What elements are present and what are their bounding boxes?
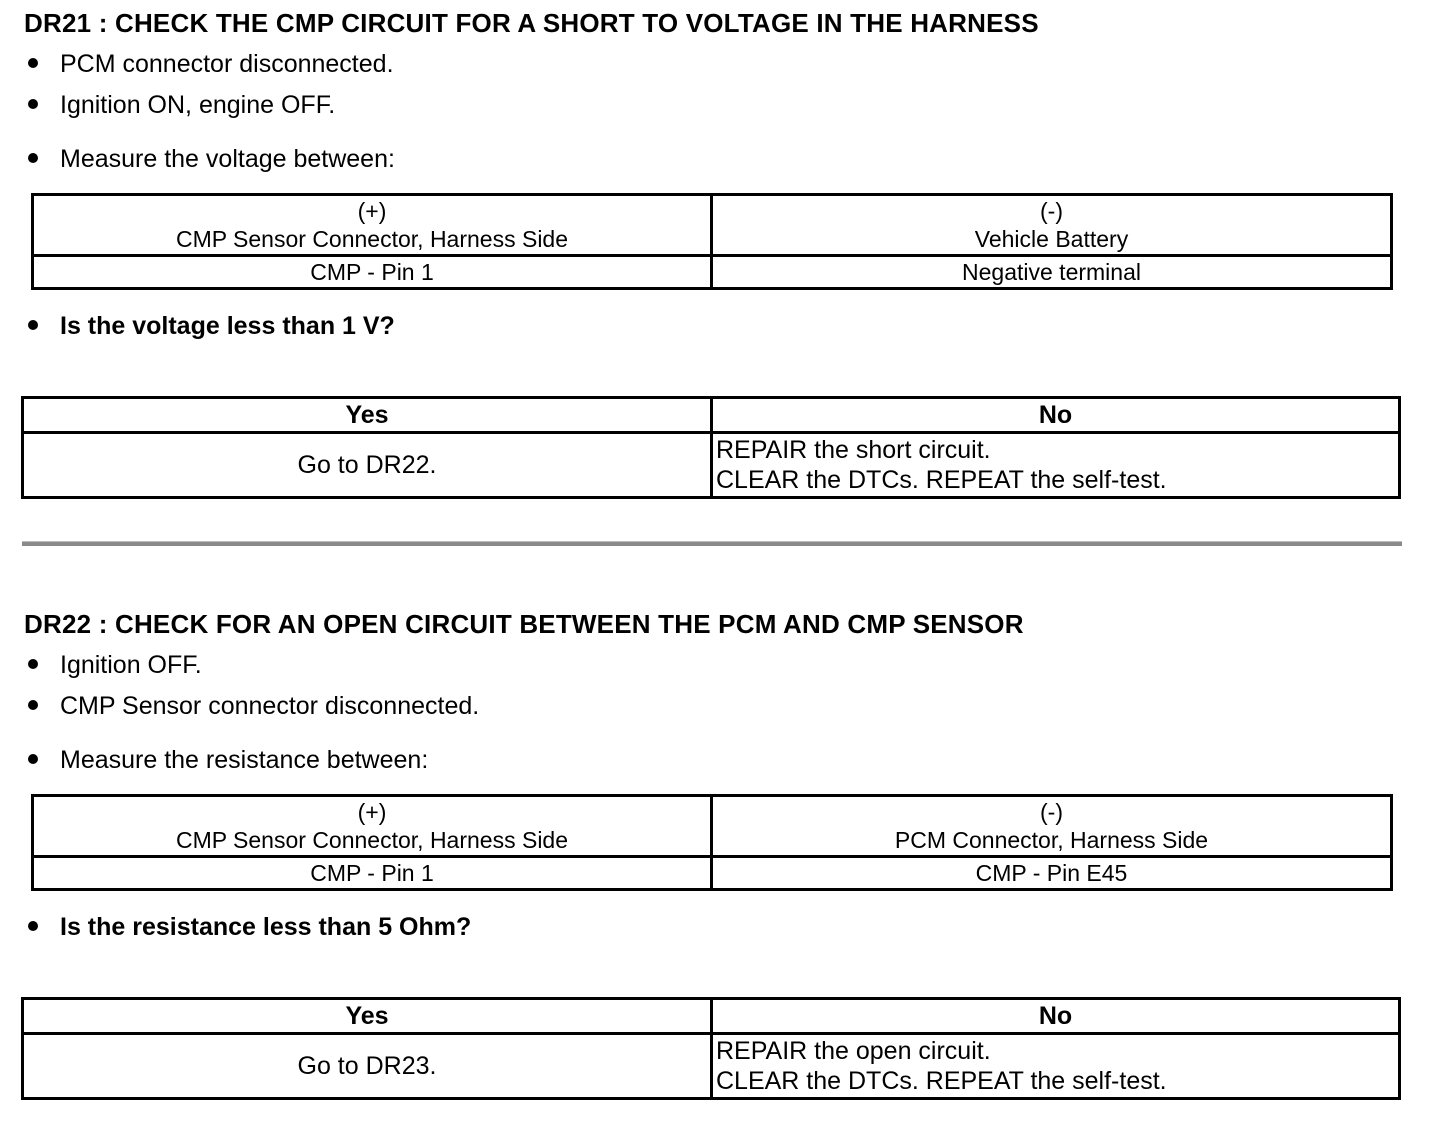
no-action: REPAIR the open circuit. CLEAR the DTCs. REPEAT the self-test. — [712, 1034, 1400, 1099]
bullet-icon — [28, 99, 38, 109]
measurement-table — [31, 193, 1393, 290]
result-table — [21, 997, 1401, 1100]
step-title: DR22 : CHECK FOR AN OPEN CIRCUIT BETWEEN THE PCM AND CMP SENSOR — [24, 609, 1024, 639]
step-dr21 — [0, 0, 1440, 520]
bullet-item: CMP Sensor connector disconnected. — [24, 692, 479, 721]
no-header: No — [712, 999, 1400, 1034]
minus-label: Vehicle Battery — [974, 226, 1129, 252]
yes-action: Go to DR23. — [23, 1034, 712, 1099]
step-title: DR21 : CHECK THE CMP CIRCUIT FOR A SHORT TO VOLTAGE IN THE HARNESS — [24, 8, 1039, 38]
plus-value-cell: CMP - Pin 1 — [33, 857, 712, 890]
minus-header-cell — [712, 195, 1392, 256]
result-table — [21, 396, 1401, 499]
no-action: REPAIR the short circuit. CLEAR the DTCs. REPEAT the self-test. — [712, 433, 1400, 498]
plus-label: CMP Sensor Connector, Harness Side — [175, 827, 569, 853]
question: Is the resistance less than 5 Ohm? — [24, 913, 471, 942]
bullet-item: Measure the resistance between: — [24, 746, 428, 775]
question: Is the voltage less than 1 V? — [24, 312, 395, 341]
bullet-item: Measure the voltage between: — [24, 145, 395, 174]
plus-header-cell — [33, 195, 712, 256]
bullet-icon — [28, 921, 38, 931]
bullet-item: PCM connector disconnected. — [24, 50, 394, 79]
yes-header: Yes — [23, 999, 712, 1034]
no-header: No — [712, 398, 1400, 433]
minus-header-cell — [712, 796, 1392, 857]
measurement-table — [31, 794, 1393, 891]
minus-symbol: (-) — [1040, 799, 1063, 825]
minus-label: PCM Connector, Harness Side — [894, 827, 1209, 853]
minus-symbol: (-) — [1040, 198, 1063, 224]
bullet-icon — [28, 700, 38, 710]
yes-action: Go to DR22. — [23, 433, 712, 498]
plus-symbol: (+) — [357, 799, 387, 825]
bullet-icon — [28, 58, 38, 68]
minus-value-cell: Negative terminal — [712, 256, 1392, 289]
minus-value-cell: CMP - Pin E45 — [712, 857, 1392, 890]
plus-value-cell: CMP - Pin 1 — [33, 256, 712, 289]
bullet-item: Ignition ON, engine OFF. — [24, 91, 335, 120]
plus-label: CMP Sensor Connector, Harness Side — [175, 226, 569, 252]
step-dr22 — [0, 601, 1440, 1121]
bullet-icon — [28, 659, 38, 669]
bullet-icon — [28, 320, 38, 330]
bullet-icon — [28, 754, 38, 764]
bullet-item: Ignition OFF. — [24, 651, 202, 680]
yes-header: Yes — [23, 398, 712, 433]
plus-header-cell — [33, 796, 712, 857]
bullet-icon — [28, 153, 38, 163]
section-divider — [22, 541, 1402, 546]
plus-symbol: (+) — [357, 198, 387, 224]
